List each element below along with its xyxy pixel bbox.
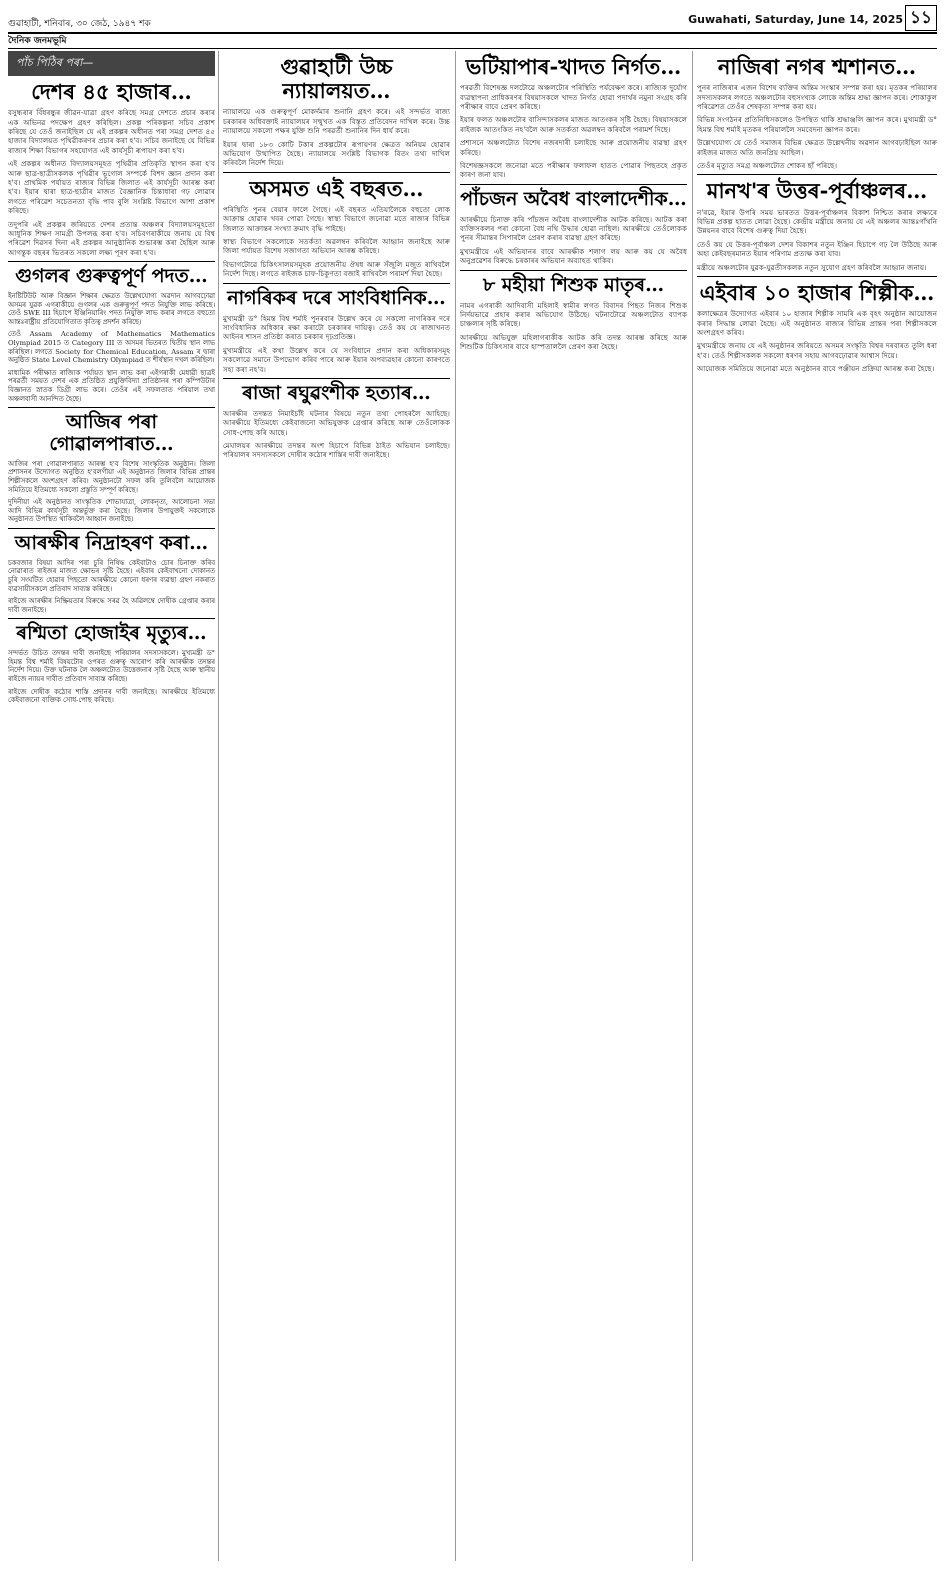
article-paragraph: ন্যায়ালয়ে এক গুৰুত্বপূৰ্ণ মোকৰ্দমাৰ শুনানি গ্ৰহণ কৰে। এই সন্দৰ্ভত ৰাজ্য চৰকাৰৰ অধিবক্তাই ন্যায়ালয়ৰ সন্মুখত এক বিস্তৃত প্ৰতিবেদন দাখিল কৰে। উচ্চ ন্যায়ালয়ে সকলো পক্ষৰ যুক্তি শুনি পৰৱৰ্তী শুনানিৰ দিন ধাৰ্য কৰে। [223, 107, 450, 136]
headline: গুগলৰ গুৰুত্বপূৰ্ণ পদত… [15, 265, 208, 288]
article-paragraph: পৰৱৰ্তী বিশেষজ্ঞ দলটোৱে অঞ্চলটোৰ পৰিস্থিতি পৰ্যবেক্ষণ কৰে। ৰাজ্যিক দুৰ্যোগ ব্যৱস্থাপনা প্ৰাধিকৰণৰ বিষয়াসকলে খাদত নিৰ্গত হোৱা পদাৰ্থৰ নমুনা সংগ্ৰহ কৰি পৰীক্ষাৰ বাবে প্ৰেৰণ কৰিছে। [460, 83, 687, 111]
article-paragraph: মুখ্যমন্ত্ৰীয়ে এই অভিযানৰ বাবে আৰক্ষীক শলাগ লয় আৰু কয় যে অবৈধ অনুপ্ৰৱেশৰ বিৰুদ্ধে চৰকাৰৰ অভিযান অব্যাহত থাকিব। [460, 246, 687, 266]
article-paragraph: ইয়াৰ ফলত অঞ্চলটোৰ বাসিন্দাসকলৰ মাজত আতংকৰ সৃষ্টি হৈছে। বিষয়াসকলে ৰাইজক আতংকিত নহ'বলৈ আৰু সতৰ্কতা অৱলম্বন কৰিবলৈ পৰামৰ্শ দিছে। [460, 115, 687, 134]
article-paragraph: উল্লেখযোগ্য যে তেওঁ সমাজৰ বিভিন্ন ক্ষেত্ৰত উল্লেখনীয় অৱদান আগবঢ়াইছিল আৰু ৰাইজৰ মাজত অতি জনপ্ৰিয় আছিল। [697, 138, 937, 157]
column-1 [8, 51, 215, 1561]
headline: মানখ'ৰ উত্তৰ-পূৰ্বাঞ্চলৰ… [706, 178, 928, 204]
article-paragraph: মন্ত্ৰীয়ে অঞ্চলটোৰ যুৱক-যুৱতীসকলক নতুন সুযোগ গ্ৰহণ কৰিবলৈ আহ্বান জনায়। [697, 262, 927, 272]
article-paragraph: তেওঁ কয় যে উত্তৰ-পূৰ্বাঞ্চল দেশৰ বিকাশৰ নতুন ইঞ্জিন হিচাপে গঢ় লৈ উঠিছে আৰু অহা কেইবছৰমানত ইয়াৰ পৰিণাম প্ৰত্যক্ষ কৰা যাব। [697, 239, 937, 259]
article-paragraph: মেঘালয়ৰ আৰক্ষীয়ে তদন্তৰ অংশ হিচাপে বিভিন্ন ঠাইত অভিযান চলাইছে। পৰিয়ালৰ সদস্যসকলে দোষীৰ কঠোৰ শাস্তিৰ দাবী জনাইছে। [223, 441, 450, 460]
article-paragraph: আজিৰ পৰা গোৱালপাৰাত আৰম্ভ হ'ব বিশেষ সাংস্কৃতিক অনুষ্ঠান। জিলা প্ৰশাসনৰ উদ্যোগত অনুষ্ঠিত হ'বলগীয়া এই অনুষ্ঠানত জিলাৰ বিভিন্ন প্ৰান্তৰ শিল্পীসকলে অংশগ্ৰহণ কৰিব। অনুষ্ঠানটো সফল কৰি তুলিবলৈ আয়োজক সমিতিয়ে ইতিমধ্যে সকলো প্ৰস্তুতি সম্পূৰ্ণ কৰিছে। [8, 459, 215, 494]
column-divider [692, 51, 693, 1561]
article-paragraph: পৰিস্থিতি পুনৰ বেয়াৰ ফালে গৈছে। এই বছৰত এতিয়ালৈকে বহুতো লোক আক্ৰান্ত হোৱাৰ খবৰ পোৱা গৈছে। স্বাস্থ্য বিভাগে জনোৱা মতে ৰাজ্যৰ বিভিন্ন জিলাত আক্ৰান্তৰ সংখ্যা ক্ৰমাৎ বৃদ্ধি পাইছে। [223, 204, 450, 233]
article-paragraph: আৰক্ষীৰ তদন্তত নিমাইচাঁই ঘটনাৰ বিষয়ে নতুন তথ্য পোহৰলৈ আহিছে। আৰক্ষীয়ে ইতিমধ্যে কেইবাজনো অভিযুক্তক গ্ৰেপ্তাৰ কৰিছে আৰু তেওঁলোকক সোধ-পোছ কৰি আছে। [223, 408, 450, 437]
article-paragraph: পুনৰ নাজিৰাৰ এজন বিশেষ ব্যক্তিৰ অন্তিম সংস্কাৰ সম্পন্ন কৰা হয়। মৃতকৰ পৰিয়ালৰ সদস্যসকলৰ লগতে অঞ্চলটোৰ বহুসংখ্যক লোকে অন্তিম শ্ৰদ্ধা জ্ঞাপন কৰে। শোকাকুল পৰিৱেশত তেওঁৰ শেষকৃত্য সম্পন্ন কৰা হয়। [697, 83, 937, 111]
headline: ৰশ্মিতা হোজাইৰ মৃত্যুৰ… [16, 622, 207, 645]
article-paragraph: বিশেষজ্ঞসকলে জনোৱা মতে পৰীক্ষাৰ ফলাফল হাতত পোৱাৰ পিছতহে প্ৰকৃত কাৰণ জনা যাব। [460, 160, 687, 180]
column-divider [218, 51, 219, 1561]
headline: গুৱাহাটী উচ্চ ন্যায়ালয়ত… [280, 54, 393, 104]
article-paragraph: সন্দৰ্ভত উচিত তদন্তৰ দাবী জনাইছে পৰিয়ালৰ সদস্যসকলে। মুখ্যমন্ত্ৰী ড° হিমন্ত বিশ্ব শৰ্মাই বিষয়টোৰ ওপৰত গুৰুত্ব আৰোপ কৰি আৰক্ষীক তদন্তৰ নিৰ্দেশ দিয়ে। উক্ত ঘটনাক লৈ অঞ্চলটোত উত্তেজনাৰ সৃষ্টি হৈছে আৰু স্থানীয় ৰাইজে ন্যায়ৰ দাবীত প্ৰতিবাদ সাব্যস্ত কৰিছে। [8, 649, 215, 684]
article-paragraph: বিভিন্ন সংগঠনৰ প্ৰতিনিধিসকলেও উপস্থিত থাকি শ্ৰদ্ধাঞ্জলি জ্ঞাপন কৰে। মুখ্যমন্ত্ৰী ড° হিমন্ত বিশ্ব শৰ্মাই মৃতকৰ পৰিয়াললৈ সমবেদনা জ্ঞাপন কৰে। [697, 115, 937, 134]
headline: অসমত এই বছৰত… [249, 175, 424, 201]
article-paragraph: মুখ্যমন্ত্ৰীয়ে জনায় যে এই অনুষ্ঠানৰ জৰিয়তে অসমৰ সংস্কৃতি বিশ্বৰ দৰবাৰত তুলি ধৰা হ'ব। তেওঁ শিল্পীসকলক সকলো ধৰণৰ সহায় আগবঢ়োৱাৰ আশ্বাস দিয়ে। [697, 341, 937, 360]
headline: পাঁচজন অবৈধ বাংলাদেশীক… [460, 187, 687, 210]
article-paragraph: তদুপৰি এই প্ৰকল্পৰ জৰিয়তে দেশৰ প্ৰত্যন্ত অঞ্চলৰ বিদ্যালয়সমূহতো আধুনিক শিক্ষণ সামগ্ৰী উপলব্ধ কৰা হ'ব। সচিবগৰাকীয়ে জনায় যে বিশ্ব পৰিৱেশ দিৱসৰ দিনা এই প্ৰকল্পৰ আনুষ্ঠানিক শুভাৰম্ভ কৰা হৈছিল আৰু আগন্তুক বছৰৰ ভিতৰত সকলো লক্ষ্য পূৰণ কৰা হ'ব। [8, 219, 215, 257]
headline: এইবাৰ ১০ হাজাৰ শিল্পীক… [699, 279, 935, 305]
article-paragraph: নামৰ এগৰাকী আদিবাসী মহিলাই স্বামীৰ লগত বিবাদৰ পিছত নিজৰ শিশুক নিৰ্দয়ভাৱে প্ৰহাৰ কৰাৰ অভিযোগ উঠিছে। ঘটনাটোৱে অঞ্চলটোত ব্যাপক চাঞ্চল্যৰ সৃষ্টি কৰিছে। [460, 300, 687, 329]
article-paragraph: দুদিনীয়া এই অনুষ্ঠানত সাংস্কৃতিক শোভাযাত্ৰা, লোকনৃত্য, আলোচনা সভা আদি বিভিন্ন কাৰ্যসূচী অন্তৰ্ভুক্ত কৰা হৈছে। জিলাৰ উপায়ুক্তই সকলোকে অনুষ্ঠানত উপস্থিত থাকিবলৈ আহ্বান জনাইছে। [8, 498, 215, 524]
headline: ভটিয়াপাৰ-খাদত নিৰ্গত… [465, 54, 682, 79]
article-paragraph: বিভাগটোৱে চিকিৎসালয়সমূহক প্ৰয়োজনীয় ঔষধ আৰু সঁজুলি মজুত ৰাখিবলৈ নিৰ্দেশ দিছে। লগতে ৰাইজক চাফ-চিকুণতা বজাই ৰাখিবলৈ পৰামৰ্শ দিয়া হৈছে। [223, 259, 450, 279]
article-paragraph: বসুন্ধৰাৰ বিঁধৰন্ধুৰ জীৱন-যাত্ৰা গ্ৰহণ কৰিছে সমগ্ৰ দেশতে প্ৰচাৰ কৰাৰ এক অভিনৱ পদক্ষেপ গ্ৰহণ কৰিছিল। প্ৰকল্প পৰিকল্পনা সচিব প্ৰকাশ কৰিছে যে তেওঁ জনাইছিল যে এই প্ৰকল্পৰ অধীনত পৰা সমগ্ৰ দেশত ৪৫ হাজাৰ বিদ্যালয়ত পৃথিৱীকৰণৰ প্ৰচাৰ কৰা হ'ব। সচিব জনাইছে যে বিভিন্ন ৰাজ্যৰ শিক্ষা বিভাগৰ সহযোগত এই কাৰ্যসূচী ৰূপায়ণ কৰা হ'ব। [8, 108, 215, 155]
column-4 [697, 51, 937, 1561]
article-paragraph: মাধ্যমিক পৰীক্ষাত ৰাজ্যিক পৰ্যায়ত স্থান লাভ কৰা এইগৰাকী মেধাৱী ছাত্ৰই পৰৱৰ্তী সময়ত দেশৰ এক প্ৰতিষ্ঠিত প্ৰযুক্তিবিদ্যা প্ৰতিষ্ঠানৰ পৰা কম্পিউটাৰ বিজ্ঞানত স্নাতক ডিগ্ৰী লাভ কৰে। তেওঁৰ এই সফলতাত পৰিয়াল তথা অঞ্চলবাসী আনন্দিত হৈছে। [8, 368, 215, 403]
column-divider [455, 51, 456, 1561]
headline: আজিৰ পৰা গোৱালপাৰাত… [49, 411, 174, 456]
article-paragraph: ৰাইজে আৰক্ষীৰ নিষ্ক্ৰিয়তাৰ বিৰুদ্ধে সৰৱ হৈ অৱিলম্বে দোষীক গ্ৰেপ্তাৰ কৰাৰ দাবী জনাইছে। [8, 597, 215, 614]
article-paragraph: এই প্ৰকল্পৰ অধীনত বিদ্যালয়সমূহত পৃথিৱীৰ প্ৰতিকৃতি স্থাপন কৰা হ'ব আৰু ছাত্ৰ-ছাত্ৰীসকলক পৃথিৱীৰ ভূগোল সম্পৰ্কে বিশদ জ্ঞান প্ৰদান কৰা হ'ব। প্ৰাথমিক পৰ্যায়ত ৰাজ্যৰ বিভিন্ন জিলাত এই কাৰ্যসূচী আৰম্ভ কৰা হ'ব। ইয়াৰ দ্বাৰা ছাত্ৰ-ছাত্ৰীৰ মাজত বৈজ্ঞানিক চিন্তাধাৰা গঢ় লোৱাৰ লগতে পৰিৱেশ সচেতনতা বৃদ্ধি পাব বুলি সংশ্লিষ্ট বিভাগে আশা প্ৰকাশ কৰিছে। [8, 159, 215, 216]
article-paragraph: তেওঁৰ মৃত্যুত সমগ্ৰ অঞ্চলটোত শোকৰ ছাঁ পৰিছে। [697, 160, 838, 170]
headline: দেশৰ ৪৫ হাজাৰ… [31, 79, 192, 104]
dateline-english: Guwahati, Saturday, June 14, 2025 [688, 13, 903, 26]
masthead [8, 32, 937, 49]
column-3 [460, 51, 687, 1561]
newspaper-page [8, 5, 937, 1566]
headline: ৮ মহীয়া শিশুক মাতৃৰ… [482, 273, 665, 296]
headline: ৰাজা ৰঘুৱংশীক হত্যাৰ… [242, 381, 431, 404]
newspaper-name: দৈনিক জনমভূমি [8, 36, 67, 46]
article-paragraph: ন'ৰৱে, ইয়াৰ উপৰি সময় ভাৰতত উত্তৰ-পূৰ্বাঞ্চলৰ বিকাশ নিশ্চিত কৰাৰ লক্ষ্যৰে বিভিন্ন প্ৰকল্প হাতত লোৱা হৈছে। কেন্দ্ৰীয় মন্ত্ৰীয়ে জনায় যে এই অঞ্চলৰ আন্তঃগাঁথনি উন্নয়নৰ বাবে বিশেষ গুৰুত্ব দিয়া হৈছে। [697, 207, 937, 236]
headline: নাজিৰা নগৰ শ্মশানত… [717, 54, 917, 79]
article-paragraph: তেওঁ Assam Academy of Mathematics Mathematics Olympiad 2015 ত Category III ত অসমৰ ভিতৰত দ্বিতীয় স্থান লাভ কৰিছিল। লগতে Society for Chemical Education, Assam ৰ দ্বাৰা অনুষ্ঠিত State Level Chemistry Olympiad ত শীৰ্ষস্থান দখল কৰিছিল। [8, 330, 215, 365]
article-paragraph: মুখ্যমন্ত্ৰীয়ে এই কথা উল্লেখ কৰে যে সংবিধানে প্ৰদান কৰা অধিকাৰসমূহ সকলোৱে সমানে উপভোগ কৰিব পাৰে আৰু ইয়াৰ অপব্যৱহাৰ কোনো কাৰণতে সহ্য কৰা নহ'ব। [223, 345, 450, 374]
continued-tag: পাঁচ পিঠিৰ পৰা— [8, 51, 215, 76]
article-paragraph: আয়োজক সমিতিয়ে জনোৱা মতে অনুষ্ঠানৰ বাবে পঞ্জীয়ন প্ৰক্ৰিয়া আৰম্ভ কৰা হৈছে। [697, 364, 935, 374]
page-header [8, 5, 937, 31]
page-number: ১১ [905, 5, 937, 31]
column-2 [223, 51, 450, 1561]
headline: আৰক্ষীৰ নিদ্ৰাহৰণ কৰা… [14, 532, 209, 555]
article-paragraph: ইয়াৰ দ্বাৰা ১৮৩ কোটি টকাৰ প্ৰকল্পটোৰ ৰূপায়ণৰ ক্ষেত্ৰত অনিয়ম হোৱাৰ অভিযোগ উত্থাপিত হৈছে। ন্যায়ালয়ে সংশ্লিষ্ট বিভাগক বিতং তথ্য দাখিল কৰিবলৈ নিৰ্দেশ দিয়ে। [223, 139, 450, 168]
article-paragraph: আৰক্ষীয়ে অভিযুক্ত মহিলাগৰাকীক আটক কৰি তদন্ত আৰম্ভ কৰিছে আৰু শিশুটিক চিকিৎসাৰ বাবে হাস্পতাললৈ প্ৰেৰণ কৰা হৈছে। [460, 332, 687, 352]
article-paragraph: স্বাস্থ্য বিভাগে সকলোকে সতৰ্কতা অৱলম্বন কৰিবলৈ আহ্বান জনাইছে আৰু জিলা পৰ্যায়ত বিশেষ সজাগতা অভিযান আৰম্ভ কৰিছে। [223, 237, 450, 256]
article-paragraph: ৰাইজে দোষীক কঠোৰ শাস্তি প্ৰদানৰ দাবী জনাইছে। আৰক্ষীয়ে ইতিমধ্যে কেইবাজনো ব্যক্তিক সোধ-পোছ কৰিছে। [8, 687, 215, 705]
article-paragraph: মুখ্যমন্ত্ৰী ড° হিমন্ত বিশ্ব শৰ্মাই পুনৰবাৰ উল্লেখ কৰে যে সকলো নাগৰিকৰ দৰে সাংবিধানিক অধিকাৰ ৰক্ষা কৰাটো চৰকাৰৰ দায়িত্ব। তেওঁ কয় যে ৰাজ্যখনত আইনৰ শাসন প্ৰতিষ্ঠা কৰাত চৰকাৰ দৃঢ়প্ৰতিজ্ঞ। [223, 313, 450, 342]
headline: নাগৰিকৰ দৰে সাংবিধানিক… [227, 286, 446, 309]
article-paragraph: আৰক্ষীয়ে চিনাক্ত কৰি পাঁচজন অবৈধ বাংলাদেশীক আটক কৰিছে। আটক কৰা ব্যক্তিসকলৰ পৰা কোনো বৈধ নথি উদ্ধাৰ হোৱা নাছিল। আৰক্ষীয়ে তেওঁলোকক পুনৰ সীমান্তৰ সিপাৰলৈ প্ৰেৰণ কৰাৰ ব্যৱস্থা গ্ৰহণ কৰিছে। [460, 214, 687, 243]
article-paragraph: ইনষ্টিটিউট আৰু বিজ্ঞান শিক্ষাৰ ক্ষেত্ৰত উল্লেখযোগ্য অৱদান আগবঢ়োৱা অসমৰ যুৱক এগৰাকীয়ে গুগলৰ এক গুৰুত্বপূৰ্ণ পদত নিযুক্তি লাভ কৰিছে। তেওঁ SWE III হিচাপে ইঞ্জিনিয়াৰিং পদত নিযুক্তি লাভ কৰাৰ লগতে বহুতো আন্তঃৰাষ্ট্ৰীয় প্ৰতিযোগিতাত কৃতিত্ব প্ৰদৰ্শন কৰিছে। [8, 292, 215, 326]
article-paragraph: কলাক্ষেত্ৰৰ উদ্যোগত এইবাৰ ১০ হাজাৰ শিল্পীক সামৰি এক বৃহৎ অনুষ্ঠান আয়োজন কৰাৰ সিদ্ধান্ত লোৱা হৈছে। এই অনুষ্ঠানত ৰাজ্যৰ বিভিন্ন প্ৰান্তৰ পৰা শিল্পীসকলে অংশগ্ৰহণ কৰিব। [697, 309, 937, 337]
dateline-assamese: গুৱাহাটী, শনিবাৰ, ৩০ জেঠ, ১৯৪৭ শক [8, 19, 151, 29]
article-paragraph: চকবজাৰ বিষয়া আদিৰ পৰা চুৰি নিষিদ্ধ কেইবাটাও চোৰ চিনাক্ত কৰিব নোৱাৰাত ৰাইজৰ মাজত ক্ষোভৰ সৃষ্টি হৈছে। এইবাৰ কেইবাখনো দোকানত চুৰি সংঘটিত হোৱাৰ পিছতো আৰক্ষীয়ে কোনো ধৰণৰ ব্যৱস্থা গ্ৰহণ নকৰাত ব্যৱসায়ীসকলে প্ৰতিবাদ সাব্যস্ত কৰিছে। [8, 558, 215, 593]
article-paragraph: প্ৰশাসনে অঞ্চলটোত বিশেষ নজৰদাৰী চলাইছে আৰু প্ৰয়োজনীয় ব্যৱস্থা গ্ৰহণ কৰিছে। [460, 138, 687, 157]
